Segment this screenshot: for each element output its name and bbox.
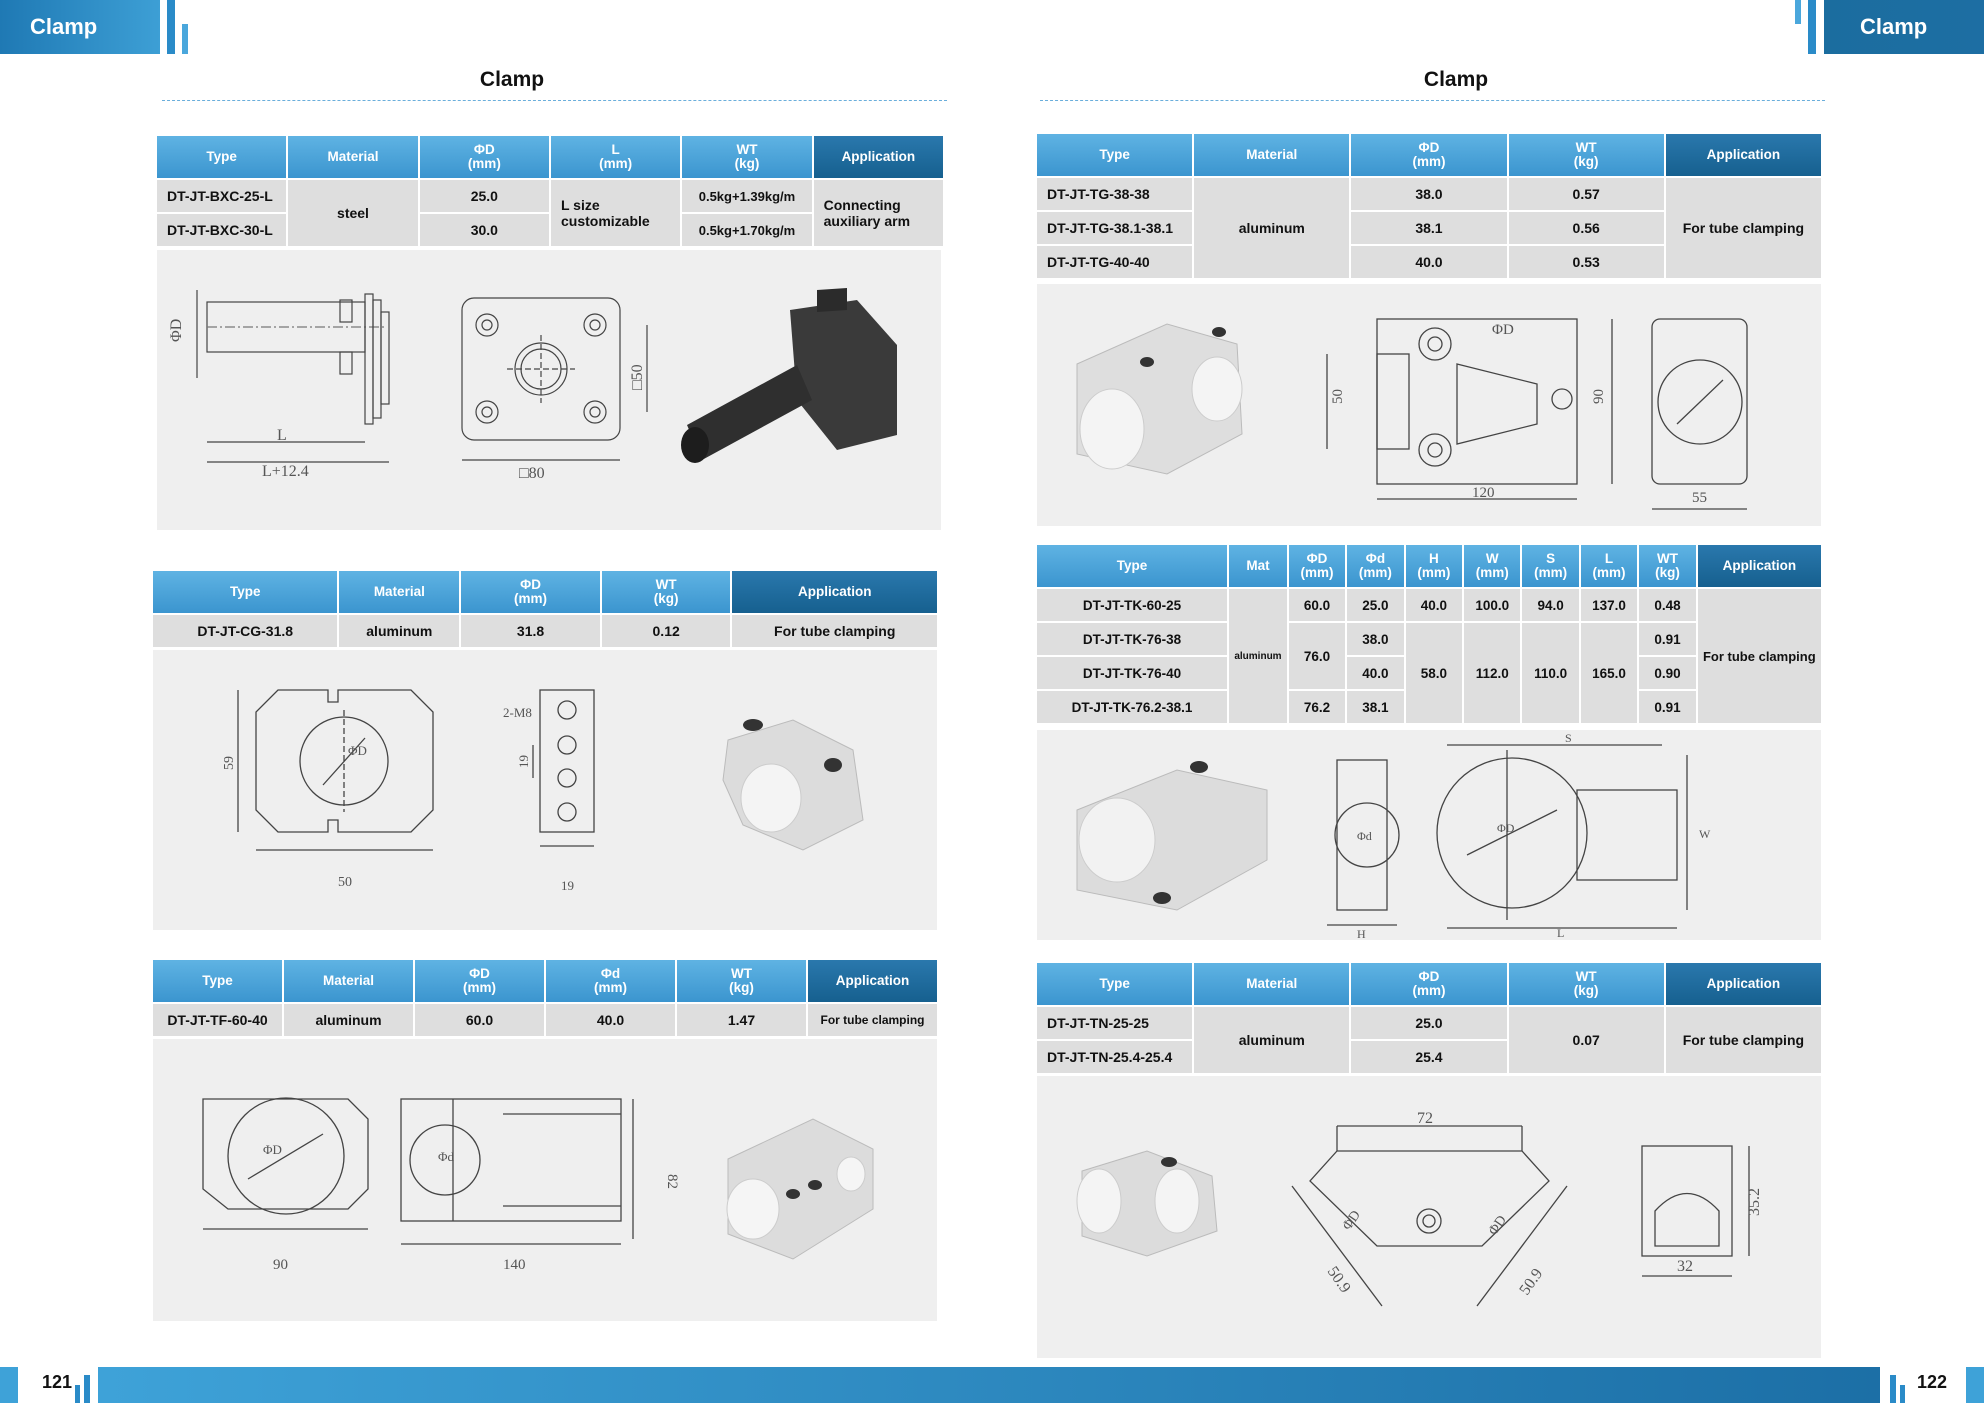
header-tab-left-label: Clamp xyxy=(30,14,98,39)
table-cell: 25.0 xyxy=(1347,589,1403,621)
table-cell: 0.12 xyxy=(602,615,731,647)
dim-label: ΦD xyxy=(1497,821,1515,835)
table-cell: 40.0 xyxy=(1347,657,1403,689)
table-cell: DT-JT-TK-60-25 xyxy=(1037,589,1227,621)
col-d: ΦD (mm) xyxy=(415,960,544,1002)
dim-label: H xyxy=(1357,927,1366,940)
table-cell: 25.0 xyxy=(1351,1007,1506,1039)
table-cell: 0.91 xyxy=(1639,691,1695,723)
right-page-number: 122 xyxy=(1917,1372,1948,1392)
col-l: L (mm) xyxy=(1581,545,1637,587)
table-tg xyxy=(1035,132,1823,280)
dim-label: L xyxy=(277,427,287,444)
technical-drawing-tn xyxy=(1037,1076,1821,1358)
dim-label: 32 xyxy=(1677,1258,1693,1275)
col-wt: WT (kg) xyxy=(1509,963,1664,1005)
col-h: H (mm) xyxy=(1406,545,1462,587)
footer-bar-right-1 xyxy=(1890,1375,1896,1403)
table-cell: 0.5kg+1.70kg/m xyxy=(682,214,811,246)
table-cell: aluminum xyxy=(284,1004,413,1036)
table-cell: DT-JT-TG-38-38 xyxy=(1037,178,1192,210)
dim-label: □50 xyxy=(629,364,646,390)
col-w: W (mm) xyxy=(1464,545,1520,587)
table-cell: DT-JT-BXC-30-L xyxy=(157,214,286,246)
col-d: ΦD (mm) xyxy=(1351,963,1506,1005)
table-cell-application: For tube clamping xyxy=(1666,1007,1821,1073)
drawing-panel-cg xyxy=(153,650,937,930)
col-application: Application xyxy=(808,960,937,1002)
dim-label: ΦD xyxy=(263,1142,282,1157)
dim-label: ΦD xyxy=(348,743,367,758)
left-page-number: 121 xyxy=(42,1372,73,1392)
table-cell: 40.0 xyxy=(546,1004,675,1036)
dim-label: 50.9 xyxy=(1323,1263,1354,1297)
dim-label: S xyxy=(1565,731,1572,745)
col-type: Type xyxy=(153,960,282,1002)
dim-label: ΦD xyxy=(1492,322,1514,338)
col-s: S (mm) xyxy=(1522,545,1578,587)
dim-label: 55 xyxy=(1692,490,1707,506)
dim-label: Φd xyxy=(438,1149,455,1164)
table-cell: 110.0 xyxy=(1522,623,1578,723)
drawing-panel-bxc xyxy=(157,250,941,530)
dim-label: 140 xyxy=(503,1257,526,1273)
right-title-divider xyxy=(1040,100,1825,101)
footer-bar-right-2 xyxy=(1900,1385,1905,1403)
drawing-panel-tf xyxy=(153,1039,937,1321)
col-application: Application xyxy=(732,571,937,613)
dim-label: 90 xyxy=(1591,389,1607,404)
col-material: Material xyxy=(1194,963,1349,1005)
header-bar-right-2 xyxy=(1808,0,1816,54)
dim-label: 90 xyxy=(273,1257,288,1273)
table-cell: DT-JT-BXC-25-L xyxy=(157,180,286,212)
table-cell: 137.0 xyxy=(1581,589,1637,621)
dim-label: ΦD xyxy=(1339,1208,1364,1234)
table-cell: DT-JT-TG-38.1-38.1 xyxy=(1037,212,1192,244)
dim-label: 19 xyxy=(516,755,531,768)
footer-bar-left-2 xyxy=(75,1385,80,1403)
table-cell: 76.2 xyxy=(1289,691,1345,723)
col-application: Application xyxy=(1666,963,1821,1005)
col-d: ΦD (mm) xyxy=(1289,545,1345,587)
col-type: Type xyxy=(1037,134,1192,176)
table-cell: DT-JT-TF-60-40 xyxy=(153,1004,282,1036)
col-application: Application xyxy=(814,136,943,178)
dim-label: 120 xyxy=(1472,485,1495,501)
table-cell: 0.56 xyxy=(1509,212,1664,244)
table-cell-material: steel xyxy=(288,180,417,246)
col-wt: WT (kg) xyxy=(1509,134,1664,176)
product-render-tf xyxy=(727,1119,873,1259)
footer-bar-right-3 xyxy=(1966,1367,1984,1403)
table-cell: 100.0 xyxy=(1464,589,1520,621)
col-d: ΦD (mm) xyxy=(1351,134,1506,176)
col-application: Application xyxy=(1666,134,1821,176)
col-type: Type xyxy=(1037,963,1192,1005)
drawing-panel-tg xyxy=(1037,284,1821,526)
dim-label: L+12.4 xyxy=(262,463,309,480)
table-tk xyxy=(1035,543,1823,725)
table-cell: 30.0 xyxy=(420,214,549,246)
product-render-tg xyxy=(1077,324,1242,474)
col-l: L (mm) xyxy=(551,136,680,178)
technical-drawing-tk xyxy=(1037,730,1821,940)
product-render-tn xyxy=(1077,1151,1217,1256)
col-application: Application xyxy=(1698,545,1821,587)
header-tab-right-label: Clamp xyxy=(1860,14,1928,39)
col-wt: WT (kg) xyxy=(682,136,811,178)
dim-label: 2-M8 xyxy=(503,705,532,720)
table-cell: 38.1 xyxy=(1351,212,1506,244)
col-material: Material xyxy=(1194,134,1349,176)
table-cg xyxy=(151,569,939,649)
product-render-bxc xyxy=(681,288,897,463)
left-title-divider xyxy=(162,100,947,101)
table-cell: DT-JT-TK-76-38 xyxy=(1037,623,1227,655)
col-type: Type xyxy=(153,571,337,613)
table-cell: 38.0 xyxy=(1347,623,1403,655)
footer-bar-left-1 xyxy=(0,1367,18,1403)
header-bar-left-1 xyxy=(167,0,175,54)
table-cell-material: aluminum xyxy=(1194,1007,1349,1073)
table-tn xyxy=(1035,961,1823,1075)
dim-label: L xyxy=(1557,926,1565,940)
product-render-cg xyxy=(723,719,863,850)
dim-label: W xyxy=(1699,827,1711,841)
footer-band xyxy=(98,1367,1880,1403)
technical-drawing-cg xyxy=(153,650,937,930)
table-cell: 25.0 xyxy=(420,180,549,212)
technical-drawing-tg xyxy=(1037,284,1821,526)
col-wt: WT (kg) xyxy=(677,960,806,1002)
table-cell: 60.0 xyxy=(415,1004,544,1036)
dim-label: 50 xyxy=(1330,389,1346,404)
dim-label: ΦD xyxy=(1485,1213,1510,1239)
right-page-title: Clamp xyxy=(1423,68,1489,91)
dim-label: 50.9 xyxy=(1516,1265,1547,1299)
col-wt: WT (kg) xyxy=(1639,545,1695,587)
col-type: Type xyxy=(1037,545,1227,587)
dim-label: Φd xyxy=(1357,829,1372,843)
header-bar-right-1 xyxy=(1795,0,1801,24)
table-cell: 76.0 xyxy=(1289,623,1345,689)
table-cell: 165.0 xyxy=(1581,623,1637,723)
table-cell: 0.57 xyxy=(1509,178,1664,210)
dim-label: ΦD xyxy=(168,318,185,342)
dim-label: 35.2 xyxy=(1746,1188,1763,1216)
table-cell: 0.48 xyxy=(1639,589,1695,621)
dim-label: 19 xyxy=(561,878,574,893)
col-material: Material xyxy=(288,136,417,178)
header-bar-left-2 xyxy=(182,24,188,54)
table-cell: 25.4 xyxy=(1351,1041,1506,1073)
left-page-title: Clamp xyxy=(479,68,545,91)
drawing-panel-tn xyxy=(1037,1076,1821,1358)
table-cell: 0.5kg+1.39kg/m xyxy=(682,180,811,212)
col-material: Material xyxy=(339,571,459,613)
table-cell: 40.0 xyxy=(1351,246,1506,278)
header-tab-left xyxy=(0,0,160,54)
table-cell-application: Connecting auxiliary arm xyxy=(814,180,943,246)
table-cell: 38.0 xyxy=(1351,178,1506,210)
dim-label: 50 xyxy=(338,875,352,890)
footer-bar-left-3 xyxy=(84,1375,90,1403)
col-d: ΦD (mm) xyxy=(461,571,600,613)
table-cell-application: For tube clamping xyxy=(1698,589,1821,723)
table-cell: 40.0 xyxy=(1406,589,1462,621)
table-cell: DT-JT-TK-76-40 xyxy=(1037,657,1227,689)
table-cell: 1.47 xyxy=(677,1004,806,1036)
table-cell: 0.53 xyxy=(1509,246,1664,278)
table-cell: 112.0 xyxy=(1464,623,1520,723)
table-cell: aluminum xyxy=(339,615,459,647)
table-cell: DT-JT-CG-31.8 xyxy=(153,615,337,647)
table-cell: DT-JT-TG-40-40 xyxy=(1037,246,1192,278)
table-cell: 94.0 xyxy=(1522,589,1578,621)
technical-drawing-bxc xyxy=(157,250,941,530)
table-cell: For tube clamping xyxy=(732,615,937,647)
table-cell-application: For tube clamping xyxy=(1666,178,1821,278)
dim-label: 72 xyxy=(1417,1110,1433,1127)
table-cell: 31.8 xyxy=(461,615,600,647)
drawing-panel-tk xyxy=(1037,730,1821,940)
header-tab-right xyxy=(1824,0,1984,54)
table-cell-material: aluminum xyxy=(1194,178,1349,278)
col-mat: Mat xyxy=(1229,545,1287,587)
table-cell-l-note: L size customizable xyxy=(551,180,680,246)
table-tf xyxy=(151,958,939,1038)
table-cell-material: aluminum xyxy=(1229,589,1287,723)
dim-label: □80 xyxy=(519,465,545,482)
col-d2: Φd (mm) xyxy=(546,960,675,1002)
table-cell: 60.0 xyxy=(1289,589,1345,621)
col-d: ΦD (mm) xyxy=(420,136,549,178)
table-cell: 58.0 xyxy=(1406,623,1462,723)
dim-label: 82 xyxy=(664,1174,680,1189)
technical-drawing-tf xyxy=(153,1039,937,1321)
table-cell: 38.1 xyxy=(1347,691,1403,723)
product-render-tk xyxy=(1077,761,1267,910)
table-bxc xyxy=(155,134,945,248)
table-cell-wt: 0.07 xyxy=(1509,1007,1664,1073)
table-cell: DT-JT-TK-76.2-38.1 xyxy=(1037,691,1227,723)
col-material: Material xyxy=(284,960,413,1002)
col-type: Type xyxy=(157,136,286,178)
table-cell: DT-JT-TN-25-25 xyxy=(1037,1007,1192,1039)
table-cell: For tube clamping xyxy=(808,1004,937,1036)
dim-label: 59 xyxy=(222,756,237,770)
table-cell: 0.91 xyxy=(1639,623,1695,655)
col-wt: WT (kg) xyxy=(602,571,731,613)
col-d2: Φd (mm) xyxy=(1347,545,1403,587)
table-cell: 0.90 xyxy=(1639,657,1695,689)
table-cell: DT-JT-TN-25.4-25.4 xyxy=(1037,1041,1192,1073)
